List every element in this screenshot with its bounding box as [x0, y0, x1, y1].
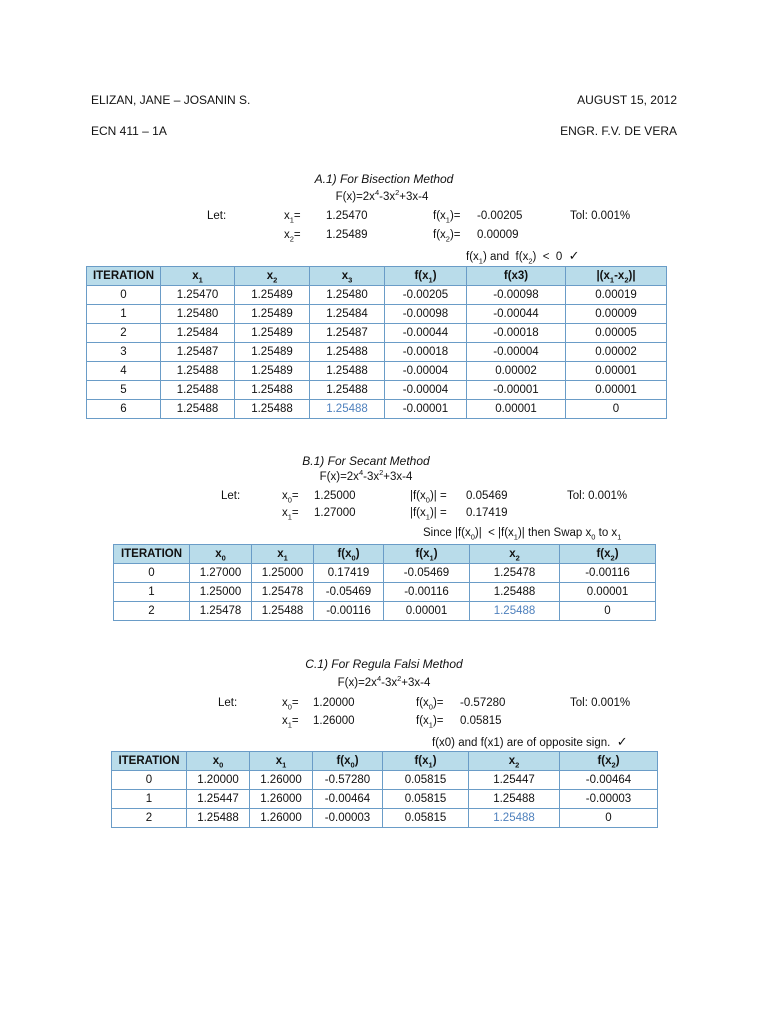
bisection-table: [86, 266, 667, 419]
regula-falsi-table-body: [112, 771, 658, 828]
regula-falsi-title: C.1) For Regula Falsi Method: [305, 657, 463, 671]
bisection-fx2-label: $f(x_2)=$: [433, 229, 461, 244]
bisection-function: $F(x)=2x^4-3x^2+3x-4$: [335, 188, 429, 203]
secant-fx1-value: 0.17419: [466, 507, 508, 519]
table-cell: 1.25488: [252, 602, 314, 621]
table-cell: -0.00004: [385, 381, 467, 400]
table-row: [112, 771, 658, 790]
date: AUGUST 15, 2012: [577, 93, 677, 107]
regula-x0-value: 1.20000: [313, 697, 355, 709]
table-cell: 1.25000: [252, 564, 314, 583]
table-cell: 4: [87, 362, 161, 381]
secant-x0-value: 1.25000: [314, 490, 356, 502]
table-cell: 1.25487: [161, 343, 235, 362]
table-row: [87, 324, 667, 343]
table-cell: 1.25489: [235, 343, 310, 362]
bisection-fx1-value: -0.00205: [477, 210, 523, 222]
table-cell: -0.00464: [313, 790, 383, 809]
table-cell: -0.00116: [314, 602, 384, 621]
table-cell: 0.00005: [566, 324, 667, 343]
table-cell: 1.25489: [235, 324, 310, 343]
table-cell: 1.26000: [250, 771, 313, 790]
regula-x1-value: 1.26000: [313, 715, 355, 727]
table-cell: 0.00002: [566, 343, 667, 362]
table-cell: -0.00044: [467, 305, 566, 324]
table-cell: 0.00001: [566, 381, 667, 400]
table-cell: 1.20000: [187, 771, 250, 790]
table-cell: 0.17419: [314, 564, 384, 583]
table-cell: -0.00098: [385, 305, 467, 324]
table-cell: -0.00018: [467, 324, 566, 343]
table-cell: 2: [87, 324, 161, 343]
table-cell: 1.25487: [310, 324, 385, 343]
secant-table-body: [114, 564, 656, 621]
table-row: [87, 400, 667, 419]
table-cell: 6: [87, 400, 161, 419]
column-header-x1: $x_1$: [252, 545, 314, 564]
table-cell: 1.25489: [235, 362, 310, 381]
table-cell: 1: [114, 583, 190, 602]
table-cell: 1.25470: [161, 286, 235, 305]
regula-x0-label: $x_0=$: [282, 697, 299, 712]
column-header-fx2: $f(x_2)$: [560, 752, 658, 771]
table-cell: 1.25478: [470, 564, 560, 583]
table-cell: 0: [114, 564, 190, 583]
bisection-title: A.1) For Bisection Method: [314, 172, 454, 186]
table-cell: 1: [87, 305, 161, 324]
column-header-fx2: $f(x_2)$: [560, 545, 656, 564]
bisection-tolerance: Tol: 0.001%: [570, 210, 631, 222]
table-cell: 1.25488: [161, 381, 235, 400]
column-header-iteration: ITERATION: [87, 267, 161, 286]
table-cell: 1.25488: [235, 381, 310, 400]
table-cell: -0.00044: [385, 324, 467, 343]
secant-let-label: Let:: [221, 490, 241, 502]
bisection-sign-condition: $f(x_1)$ and $f(x_2) < 0$ ✓: [466, 248, 580, 266]
column-header-x0: $x_0$: [190, 545, 252, 564]
table-cell: 1.25484: [310, 305, 385, 324]
regula-sign-note: f(x0) and f(x1) are of opposite sign.: [432, 737, 611, 749]
regula-fx0-value: -0.57280: [460, 697, 506, 709]
column-header-iteration: ITERATION: [112, 752, 187, 771]
column-header-fx0: $f(x_0)$: [313, 752, 383, 771]
table-cell: -0.00003: [560, 790, 658, 809]
table-cell: 0.00001: [566, 362, 667, 381]
bisection-fx1-label: $f(x_1)=$: [433, 210, 461, 225]
table-cell: 1.25447: [187, 790, 250, 809]
table-cell: 1.25489: [235, 286, 310, 305]
table-cell: 1.25488: [470, 602, 560, 621]
table-cell: -0.00004: [385, 362, 467, 381]
column-header-x2: $x_2$: [470, 545, 560, 564]
table-cell: 2: [112, 809, 187, 828]
table-cell: -0.05469: [314, 583, 384, 602]
table-row: [114, 583, 656, 602]
column-header-fx1: $f(x_1)$: [385, 267, 467, 286]
table-cell: 1.25000: [190, 583, 252, 602]
table-cell: 0.00009: [566, 305, 667, 324]
table-cell: 1.25488: [310, 343, 385, 362]
table-cell: -0.00003: [313, 809, 383, 828]
table-cell: 1.25488: [161, 400, 235, 419]
regula-x1-label: $x_1=$: [282, 715, 299, 730]
table-cell: 1.25489: [235, 305, 310, 324]
column-header-x3: $x_3$: [310, 267, 385, 286]
table-cell: 0: [566, 400, 667, 419]
table-row: [87, 286, 667, 305]
table-cell: -0.00001: [467, 381, 566, 400]
column-header-fx1: $f(x_1)$: [384, 545, 470, 564]
table-cell: 1.25488: [470, 583, 560, 602]
table-cell: 1.27000: [190, 564, 252, 583]
table-cell: 0: [87, 286, 161, 305]
table-row: [87, 362, 667, 381]
table-cell: 1.25488: [235, 400, 310, 419]
secant-table: [113, 544, 656, 621]
table-cell: 1.25488: [310, 400, 385, 419]
table-cell: -0.00098: [467, 286, 566, 305]
regula-let-label: Let:: [218, 697, 238, 709]
column-header-x1: $x_1$: [250, 752, 313, 771]
column-header-x2: $x_2$: [235, 267, 310, 286]
bisection-x1-label: $x_1=$: [284, 210, 301, 225]
table-cell: 0: [112, 771, 187, 790]
secant-fx1-label: $|f(x_1)|$ =: [410, 507, 447, 522]
secant-function: $F(x)=2x^4-3x^2+3x-4$: [319, 468, 413, 483]
table-cell: -0.00205: [385, 286, 467, 305]
table-cell: -0.00001: [385, 400, 467, 419]
table-cell: 1.25488: [187, 809, 250, 828]
table-cell: 0.00019: [566, 286, 667, 305]
table-cell: -0.00464: [560, 771, 658, 790]
table-row: [87, 381, 667, 400]
secant-fx0-value: 0.05469: [466, 490, 508, 502]
table-cell: 0.05815: [383, 809, 469, 828]
column-header-x1: $x_1$: [161, 267, 235, 286]
table-cell: 0.00001: [467, 400, 566, 419]
table-cell: 0.05815: [383, 790, 469, 809]
bisection-fx2-value: 0.00009: [477, 229, 519, 241]
table-cell: 0.00002: [467, 362, 566, 381]
table-row: [87, 343, 667, 362]
secant-x1-value: 1.27000: [314, 507, 356, 519]
table-row: [114, 602, 656, 621]
regula-fx1-value: 0.05815: [460, 715, 502, 727]
table-cell: 1.25488: [161, 362, 235, 381]
regula-fx0-label: $f(x_0)=$: [416, 697, 444, 712]
table-row: [112, 809, 658, 828]
table-cell: 5: [87, 381, 161, 400]
table-cell: 1.25478: [190, 602, 252, 621]
bisection-table-body: [87, 286, 667, 419]
check-mark-icon: ✓: [568, 248, 580, 263]
secant-swap-note: Since $|f(x_0)| < |f(x_1)|$ then Swap $x_0$ to $x_1$: [423, 527, 622, 542]
table-header-row: [87, 267, 667, 286]
table-cell: -0.00004: [467, 343, 566, 362]
regula-tolerance: Tol: 0.001%: [570, 697, 631, 709]
table-cell: 1.25488: [469, 790, 560, 809]
table-cell: -0.05469: [384, 564, 470, 583]
table-cell: 1.25478: [252, 583, 314, 602]
check-mark-icon: ✓: [616, 734, 628, 749]
secant-x1-label: $x_1=$: [282, 507, 299, 522]
table-cell: 3: [87, 343, 161, 362]
table-cell: -0.57280: [313, 771, 383, 790]
instructor: ENGR. F.V. DE VERA: [560, 124, 677, 138]
secant-x0-label: $x_0=$: [282, 490, 299, 505]
table-cell: 1.25480: [310, 286, 385, 305]
table-row: [114, 564, 656, 583]
column-header-iteration: ITERATION: [114, 545, 190, 564]
table-cell: 0: [560, 809, 658, 828]
table-cell: 2: [114, 602, 190, 621]
table-cell: 0: [560, 602, 656, 621]
table-cell: -0.00116: [560, 564, 656, 583]
table-cell: 1.25488: [469, 809, 560, 828]
student-name: ELIZAN, JANE – JOSANIN S.: [91, 93, 251, 107]
table-cell: 1.25488: [310, 362, 385, 381]
table-cell: 0.00001: [560, 583, 656, 602]
bisection-x1-value: 1.25470: [326, 210, 368, 222]
bisection-x2-label: $x_2=$: [284, 229, 301, 244]
course-code: ECN 411 – 1A: [91, 124, 167, 138]
table-cell: 1.25488: [310, 381, 385, 400]
secant-tolerance: Tol: 0.001%: [567, 490, 628, 502]
table-cell: 1: [112, 790, 187, 809]
table-row: [112, 790, 658, 809]
regula-falsi-table: [111, 751, 658, 828]
table-header-row: [112, 752, 658, 771]
regula-sign-condition: [432, 734, 628, 750]
table-cell: -0.00116: [384, 583, 470, 602]
regula-falsi-function: $F(x)=2x^4-3x^2+3x-4$: [337, 674, 431, 689]
table-cell: 0.00001: [384, 602, 470, 621]
column-header-x2: $x_2$: [469, 752, 560, 771]
table-cell: 1.26000: [250, 790, 313, 809]
bisection-let-label: Let:: [207, 210, 227, 222]
secant-title: B.1) For Secant Method: [302, 454, 430, 468]
table-cell: 1.25484: [161, 324, 235, 343]
column-header-fx3: f(x3): [467, 267, 566, 286]
bisection-x2-value: 1.25489: [326, 229, 368, 241]
table-cell: 1.25447: [469, 771, 560, 790]
table-cell: 1.26000: [250, 809, 313, 828]
column-header-abs-diff: $|(x_1-x_2)|$: [566, 267, 667, 286]
table-cell: 1.25480: [161, 305, 235, 324]
secant-fx0-label: $|f(x_0)|$ =: [410, 490, 447, 505]
table-cell: 0.05815: [383, 771, 469, 790]
column-header-fx0: $f(x_0)$: [314, 545, 384, 564]
table-row: [87, 305, 667, 324]
column-header-x0: $x_0$: [187, 752, 250, 771]
column-header-fx1: $f(x_1)$: [383, 752, 469, 771]
table-header-row: [114, 545, 656, 564]
regula-fx1-label: $f(x_1)=$: [416, 715, 444, 730]
table-cell: -0.00018: [385, 343, 467, 362]
